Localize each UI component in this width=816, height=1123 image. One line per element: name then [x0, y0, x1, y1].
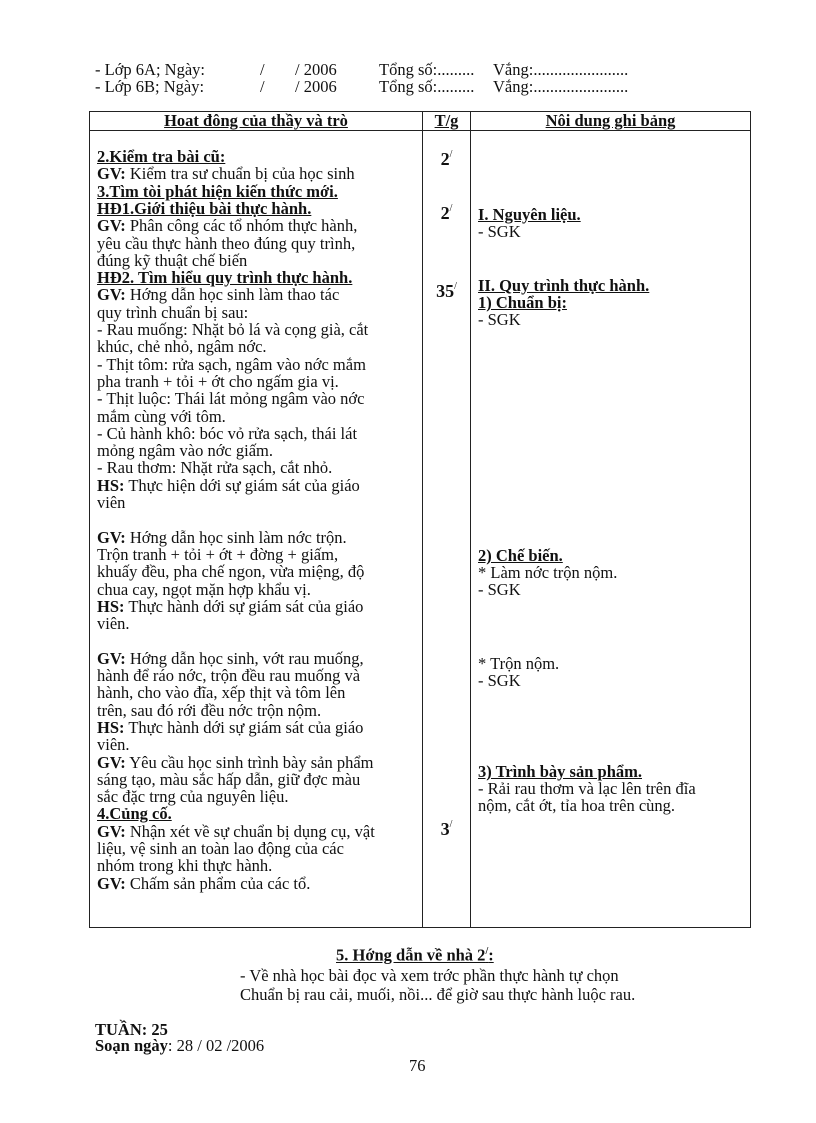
minutes: 3: [440, 819, 450, 839]
heading-text: 2.Kiểm tra bài cũ:: [97, 147, 226, 166]
total-field: Tổng số:.........: [379, 60, 475, 79]
activity-line: [97, 615, 130, 632]
activity-text: - Thịt tôm: rửa sạch, ngâm vào nớc mắm: [97, 354, 366, 374]
board-line: - SGK: [478, 222, 521, 241]
total-field: Tổng số:.........: [379, 77, 475, 96]
homework-line-1: - Về nhà học bài đọc và xem trớc phần thực hành tự chọn: [240, 966, 619, 985]
time-value: [423, 203, 470, 224]
activity-line: [97, 754, 373, 771]
date-slash: /: [260, 60, 265, 79]
activity-text: Phân công các tổ nhóm thực hành,: [125, 216, 358, 236]
activity-line: [97, 494, 125, 511]
activity-line: [97, 598, 363, 615]
date-slash: /: [260, 77, 265, 96]
date-year: / 2006: [295, 77, 337, 96]
activity-text: - Rau thơm: Nhặt rửa sạch, cắt nhỏ.: [97, 458, 333, 478]
activity-text: pha tranh + tỏi + ớt cho ngấm gia vị.: [97, 371, 339, 391]
speaker-label: GV:: [97, 527, 126, 547]
activity-line: [97, 390, 364, 407]
activity-text: - Củ hành khô: bóc vỏ rửa sạch, thái lát: [97, 423, 358, 443]
activity-text: mắm cùng với tôm.: [97, 406, 226, 426]
time-value: [423, 281, 470, 302]
activity-text: nhóm trong khi thực hành.: [97, 856, 273, 876]
lesson-plan-table: [89, 111, 751, 928]
week-label: TUẦN: 25: [95, 1020, 168, 1039]
minutes: 35: [436, 281, 455, 301]
class-label: - Lớp 6B; Ngày:: [95, 77, 205, 96]
speaker-label: HS:: [97, 475, 125, 495]
activity-line: [97, 875, 310, 892]
activity-text: liệu, vệ sinh an toàn lao động của các: [97, 839, 344, 858]
activity-text: Thực hành dới sự giám sát của giáo: [124, 596, 364, 616]
minute-mark: /: [449, 819, 453, 830]
speaker-label: GV:: [97, 873, 126, 893]
activity-text: Nhận xét về sự chuẩn bị dụng cụ, vật: [125, 821, 375, 841]
homework-line-2: Chuẩn bị rau cải, muối, nồi... để giờ sau thực hành luộc rau.: [240, 985, 636, 1004]
speaker-label: GV:: [97, 164, 126, 184]
speaker-label: HS:: [97, 717, 125, 737]
heading-text: HĐ2. Tìm hiểu quy trình thực hành.: [97, 268, 353, 288]
minute-mark: /: [449, 203, 453, 214]
activity-line: [97, 165, 355, 182]
activity-line: [97, 304, 248, 321]
activity-text: Thực hiện dới sự giám sát của giáo: [124, 475, 360, 495]
heading-text: HĐ1.Giới thiệu bài thực hành.: [97, 198, 312, 218]
section-heading: [97, 183, 338, 200]
board-line: - SGK: [478, 310, 521, 329]
minute-mark: /: [449, 149, 453, 160]
heading-text: 3.Tìm tòi phát hiện kiến thức mới.: [97, 181, 338, 201]
board-heading: 3) Trình bày sản phẩm.: [478, 762, 642, 781]
board-line: - SGK: [478, 671, 521, 690]
activity-line: [97, 286, 339, 303]
activity-text: mỏng ngâm vào nớc giấm.: [97, 441, 273, 461]
class-label: - Lớp 6A; Ngày:: [95, 60, 205, 79]
activity-line: [97, 546, 338, 563]
time-value: [423, 149, 470, 170]
homework-title-text: 5. Hớng dẫn về nhà 2: [336, 945, 486, 965]
activity-text: Trộn tranh + tỏi + ớt + đờng + giấm,: [97, 544, 339, 564]
activity-line: [97, 788, 289, 805]
time-cell: [423, 131, 471, 928]
content-cell: [471, 131, 751, 928]
board-heading: II. Quy trình thực hành.: [478, 276, 650, 295]
class-row-6b: [95, 79, 655, 97]
homework-title: [336, 942, 494, 965]
absent-field: Vắng:.......................: [493, 60, 629, 79]
board-heading: 1) Chuẩn bị:: [478, 293, 567, 312]
activity-text: hành, cho vào đĩa, xếp thịt và tôm lên: [97, 683, 346, 703]
activity-text: quy trình chuẩn bị sau:: [97, 302, 249, 322]
page-number: 76: [409, 1056, 426, 1075]
activity-line: [97, 840, 344, 857]
activity-line: [97, 563, 364, 580]
activity-line: [97, 373, 339, 390]
activity-line: [97, 736, 130, 753]
speaker-label: GV:: [97, 648, 126, 668]
speaker-label: GV:: [97, 821, 126, 841]
activity-line: [97, 650, 364, 667]
board-line: * Làm nớc trộn nộm.: [478, 563, 618, 582]
section-heading: [97, 805, 172, 822]
activity-line: [97, 719, 363, 736]
activity-text: viên.: [97, 735, 130, 755]
speaker-label: GV:: [97, 752, 126, 772]
activity-text: đúng kỹ thuật chế biến: [97, 250, 248, 270]
speaker-label: HS:: [97, 596, 125, 616]
activity-text: khuấy đều, pha chế ngon, vừa miệng, độ: [97, 562, 365, 582]
minutes: 2: [440, 203, 450, 223]
prep-date: [95, 1038, 264, 1054]
minutes: 2: [440, 149, 450, 169]
prep-value: : 28 / 02 /2006: [167, 1036, 265, 1055]
board-heading: I. Nguyên liệu.: [478, 205, 581, 224]
activity-text: Hớng dẫn học sinh, vớt rau muống,: [125, 648, 364, 668]
board-line: * Trộn nộm.: [478, 654, 560, 673]
activity-text: yêu cầu thực hành theo đúng quy trình,: [97, 233, 356, 253]
speaker-label: GV:: [97, 285, 126, 305]
activity-line: [97, 823, 375, 840]
activity-line: [97, 442, 273, 459]
activity-line: [97, 667, 360, 684]
table-header-row: [90, 112, 751, 131]
activity-text: chua cay, ngọt mặn hợp khẩu vị.: [97, 579, 311, 599]
absent-field: Vắng:.......................: [493, 77, 629, 96]
header-board-content: Nôi dung ghi bảng: [471, 112, 751, 131]
minute-mark: /: [454, 281, 457, 292]
activity-line: [97, 459, 332, 476]
activity-line: [97, 235, 355, 252]
activity-text: Hớng dẫn học sinh làm nớc trộn.: [125, 527, 347, 547]
activity-line: [97, 477, 360, 494]
activity-line: [97, 771, 360, 788]
activity-text: trên, sau đó rới đều nớc trộn nộm.: [97, 700, 322, 720]
activities-cell: [90, 131, 423, 928]
activity-text: Kiểm tra sư chuẩn bị của học sinh: [125, 164, 355, 184]
activity-text: khúc, chẻ nhỏ, ngâm nớc.: [97, 337, 267, 357]
activity-text: viên: [97, 493, 126, 512]
activity-line: [97, 581, 311, 598]
activity-text: sáng tạo, màu sắc hấp dẫn, giữ đợc màu: [97, 769, 361, 789]
activity-text: Thực hành dới sự giám sát của giáo: [124, 717, 364, 737]
activity-line: [97, 252, 247, 269]
board-line: nộm, cắt ớt, tỉa hoa trên cùng.: [478, 796, 676, 815]
prep-label: Soạn ngày: [95, 1036, 168, 1055]
header-time: T/g: [423, 112, 471, 131]
activity-line: [97, 217, 357, 234]
section-heading: [97, 269, 352, 286]
activity-line: [97, 356, 366, 373]
activity-line: [97, 857, 272, 874]
activity-text: - Rau muống: Nhặt bỏ lá và cọng già, cắt: [97, 320, 369, 339]
speaker-label: GV:: [97, 216, 126, 236]
heading-text: 4.Củng cố.: [97, 804, 172, 824]
activity-line: [97, 321, 368, 338]
date-year: / 2006: [295, 60, 337, 79]
activity-text: - Thịt luộc: Thái lát mỏng ngâm vào nớc: [97, 389, 365, 409]
activity-text: Chấm sản phẩm của các tổ.: [125, 873, 311, 893]
table-body-row: [90, 131, 751, 928]
section-heading: [97, 200, 311, 217]
board-line: - SGK: [478, 580, 521, 599]
time-value: [423, 819, 470, 840]
activity-line: [97, 529, 347, 546]
header-activities: Hoat đông của thầy và trò: [90, 112, 423, 131]
activity-text: Yêu cầu học sinh trình bày sản phẩm: [125, 752, 374, 772]
activity-line: [97, 338, 267, 355]
activity-text: hành để ráo nớc, trộn đều rau muống và: [97, 666, 361, 685]
activity-line: [97, 702, 321, 719]
activity-line: [97, 408, 226, 425]
activity-line: [97, 684, 345, 701]
activity-text: Hớng dẫn học sinh làm thao tác: [125, 285, 340, 305]
section-heading: [97, 148, 225, 165]
minute-mark: /: [485, 946, 489, 957]
activity-line: [97, 425, 357, 442]
board-line: - Rải rau thơm và lạc lên trên đĩa: [478, 779, 696, 798]
activity-text: viên.: [97, 614, 130, 634]
board-heading: 2) Chế biến.: [478, 546, 563, 565]
activity-text: sắc đặc trng của nguyên liệu.: [97, 787, 289, 807]
homework-title-end: :: [488, 945, 494, 965]
